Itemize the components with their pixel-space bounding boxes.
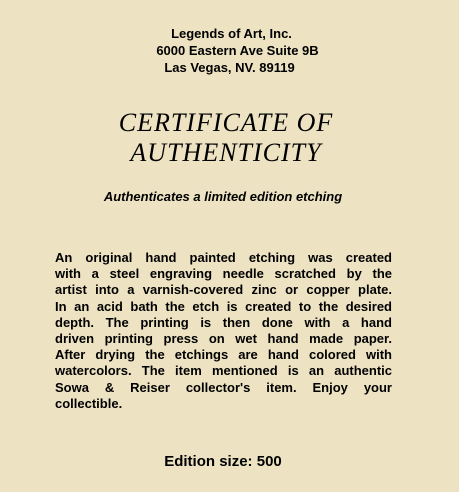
description-line: driven printing press on wet hand made paper. bbox=[55, 331, 392, 347]
description-paragraph bbox=[55, 250, 392, 412]
description-line: depth. The printing is then done with a hand bbox=[55, 314, 392, 330]
title-line-1: CERTIFICATE OF bbox=[118, 108, 334, 137]
certificate-subtitle: Authenticates a limited edition etching bbox=[103, 189, 343, 204]
edition-size: Edition size: 500 bbox=[164, 453, 282, 470]
certificate-title bbox=[0, 108, 452, 168]
title-line-2: AUTHENTICITY bbox=[130, 138, 322, 167]
company-name: Legends of Art, Inc. bbox=[171, 26, 292, 41]
description-line: An original hand painted etching was created bbox=[55, 250, 392, 265]
description-line: In an acid bath the etch is created to the desired bbox=[55, 298, 392, 314]
street-address: 6000 Eastern Ave Suite 9B bbox=[156, 43, 319, 58]
description-line: collectible. bbox=[55, 395, 123, 411]
description-line: artist into a varnish-covered zinc or copper plate. bbox=[55, 282, 392, 298]
city-state-zip: Las Vegas, NV. 89119 bbox=[164, 60, 295, 75]
description-line: Sowa & Reiser collector's item. Enjoy your bbox=[55, 379, 392, 395]
description-line: After drying the etchings are hand colored with bbox=[55, 347, 392, 363]
company-address bbox=[0, 25, 459, 76]
description-line: with a steel engraving needle scratched by the bbox=[55, 266, 392, 282]
description-line: watercolors. The item mentioned is an authentic bbox=[55, 363, 392, 379]
